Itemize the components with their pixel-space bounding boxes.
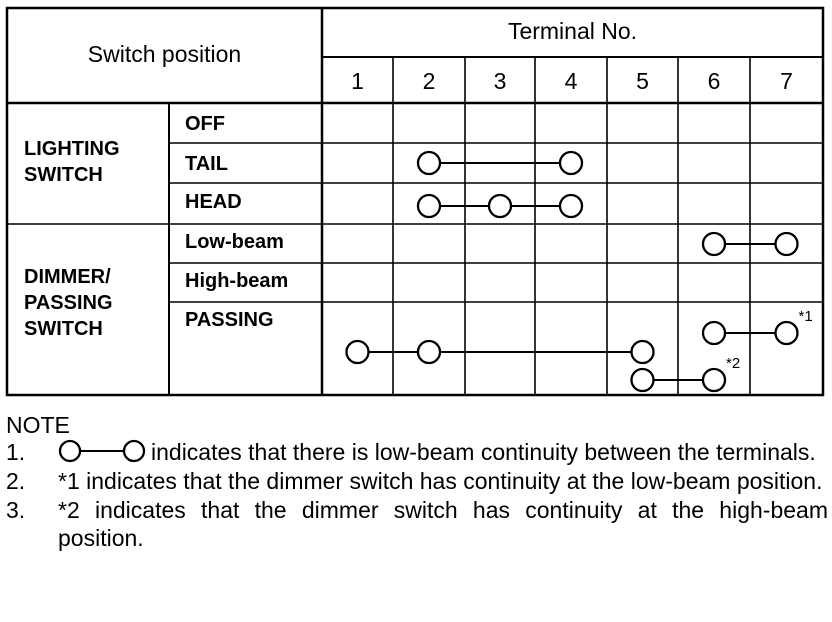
- switch-position-label: HEAD: [185, 191, 242, 213]
- switch-position-label: PASSING: [185, 309, 274, 331]
- switch-group-label: PASSING: [24, 292, 113, 314]
- terminal-circle: [632, 341, 654, 363]
- terminal-circle: [560, 195, 582, 217]
- terminal-circle: [703, 322, 725, 344]
- terminal-number: 6: [707, 68, 721, 94]
- continuity-links: [347, 152, 813, 391]
- switch-position-label: Low-beam: [185, 231, 284, 253]
- circle-line-circle-icon: [58, 439, 146, 463]
- header-terminal-no: Terminal No.: [507, 18, 638, 44]
- note-number: 2.: [6, 468, 26, 494]
- switch-position-label: OFF: [185, 113, 225, 135]
- switch-group-label: LIGHTING: [24, 138, 120, 160]
- switch-group-label: SWITCH: [24, 164, 103, 186]
- switch-position-label: TAIL: [185, 153, 228, 175]
- terminal-number: 1: [351, 68, 364, 94]
- terminal-number: 5: [636, 68, 649, 94]
- continuity-mark-label: *1: [798, 308, 813, 325]
- note-item-1: [6, 438, 828, 467]
- terminal-circle: [418, 195, 440, 217]
- terminal-number: 4: [564, 68, 578, 94]
- terminal-circle: [489, 195, 511, 217]
- terminal-circle: [418, 152, 440, 174]
- header-switch-position: Switch position: [87, 41, 242, 67]
- terminal-circle: [776, 233, 798, 255]
- switch-group-label: DIMMER/: [24, 266, 111, 288]
- note-title: NOTE: [6, 412, 70, 438]
- terminal-circle: [560, 152, 582, 174]
- continuity-mark-label: *2: [726, 355, 741, 372]
- note-item-3: [6, 496, 828, 552]
- terminal-number: 2: [422, 68, 436, 94]
- terminal-circle: [703, 233, 725, 255]
- terminal-circle: [632, 369, 654, 391]
- terminal-circle: [347, 341, 369, 363]
- switch-group-label: SWITCH: [24, 318, 103, 340]
- terminal-circle: [418, 341, 440, 363]
- terminal-number: 3: [493, 68, 507, 94]
- note-number: 1.: [6, 439, 26, 465]
- terminal-number: 7: [780, 68, 793, 94]
- terminal-circle: [703, 369, 725, 391]
- note-text: [58, 438, 828, 467]
- notes-section: [6, 412, 828, 552]
- terminal-circle: [776, 322, 798, 344]
- note-text: *1 indicates that the dimmer switch has continuity at the low-beam position.: [58, 468, 823, 494]
- note-number: 3.: [6, 497, 26, 523]
- note-text: *2 indicates that the dimmer switch has continuity at the high-beam position.: [58, 497, 828, 551]
- switch-position-label: High-beam: [185, 270, 289, 292]
- note-item-2: [6, 467, 828, 496]
- note-text-body: indicates that there is low-beam continuity between the terminals.: [151, 439, 816, 465]
